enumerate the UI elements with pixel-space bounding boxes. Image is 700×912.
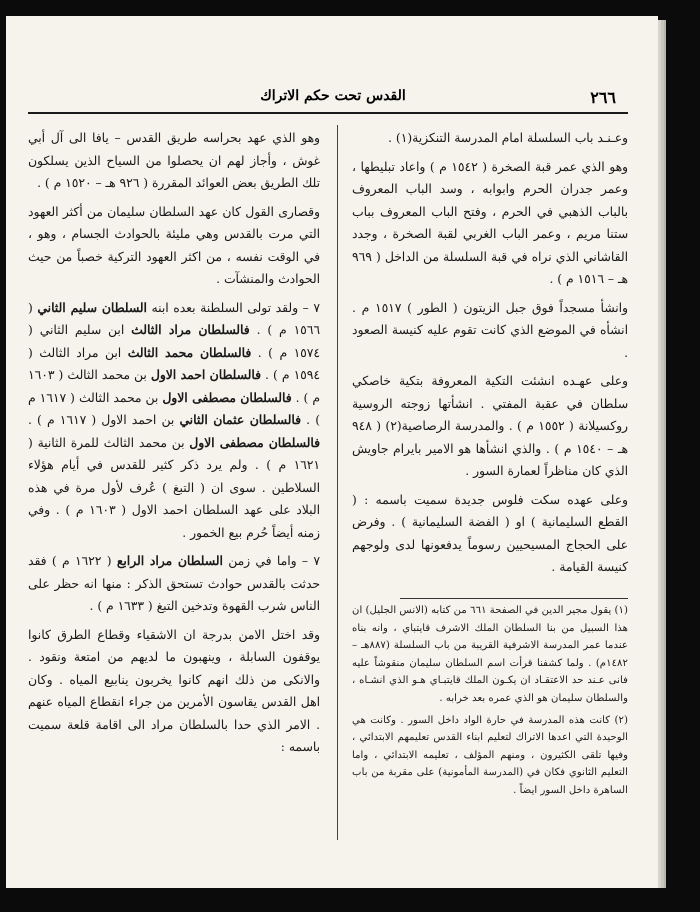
text-run: بن احمد الاول ( ١٦١٧ م ) . [28,413,180,427]
text-run: ( ١٥٦٦ م ) . [28,300,320,337]
paragraph: وقد اختل الامن بدرجة ان الاشقياء وقطاع الطرق كانوا يوقفون السابلة ، وينهبون ما لديهم من امتعة ونقود . والانكى من ذلك انهم كانوا يخربون ينابيع المياه . وكان اهل القدس يقاسون الأمرين من جراء انقطاع المياه عنهم . الامر الذي حدا بالسلطان مراد الى اقامة قلعة سميت باسمه : [28,627,320,754]
text-run: ( ١٦٢٢ م ) فقد حدثت بالقدس حوادث تستحق الذكر : منها انه حظر على الناس شرب القهوة وتدخين التبغ ( ١٦٣٣ م ) . [28,554,320,613]
text-run: ابن سليم الثاني ( ١٥٧٤ م ) . [28,323,320,360]
sultan-name: فالسلطان مصطفى الاول [189,434,320,450]
sultan-name: فالسلطان مصطفى الاول [162,389,292,405]
page-header [28,84,628,108]
paragraph: وعلى عهده سكت فلوس جديدة سميت باسمه : ( القطع السليمانية ) او ( الفضة السليمانية ) . وفرض على الحجاج المسيحيين رسوماً يدفعونها لدى ولوجهم كنيسة القيامة . [352,492,628,574]
sultan-name: فالسلطان مراد الثالث [131,322,250,337]
paragraph: وعـنـد باب السلسلة امام المدرسة التنكزية(١) . [388,131,628,145]
text-run: بن محمد الثالث ( ١٦٠٣ م ) . [28,368,321,405]
left-column [28,127,320,765]
paragraph: وقصارى القول كان عهد السلطان سليمان من أكثر العهود التي مرت بالقدس وهي مليئة بالحوادث الجسام ، وهو ، في الوقت نفسه ، من اكثر العهود التركية خصباً من حيث الحوادث والمنشآت . [28,204,320,286]
column-rule [337,125,338,840]
right-column [352,127,628,585]
paragraph-sultans [28,297,320,545]
footnote: (٢) كانت هذه المدرسة في حارة الواد داخل السور . وكانت هي الوحيدة التي اعدها الاتراك لتعليم ابناء القدس تعليمهم الابتدائي ، وفيها تلقى الكثيرون ، ومنهم المؤلف ، تعليمه الابتدائي ، واما التعليم الثانوي فكان في (المدرسة المأمونية) على مقربة من باب الساهرة داخل السور ايضاً . [352,714,628,796]
footnote: (١) يقول مجير الدين في الصفحة ٦٦١ من كتابه (الانس الجليل) ان هذا السبيل من بنا السلطان الملك الاشرف قايتباي ، وانه بناه عندما عمر المدرسة الاشرفية القريبة من باب السلسلة (٨٨٧هـ – ١٤٨٢م) . ولما كشفنا قرأت اسم السلطان سليمان منقوشاً عليه فانى عـند حد الاعتقـاد ان يكـون الملك قايتبـاي هـو الذي انشـاه ، والسلطان سليمان هو الذي عمره بعد خرابه . [351,605,628,704]
page-number: ٢٦٦ [590,88,616,107]
page-edge [664,20,666,888]
header-rule [28,112,628,114]
sultan-name: السلطان مراد الرابع [116,553,223,568]
running-title: القدس تحت حكم الاتراك [260,88,406,104]
sultan-name: فالسلطان عثمان الثاني [179,412,301,427]
paragraph-murad [28,550,320,618]
sultan-name: السلطان سليم الثاني [37,299,147,315]
paragraph: وعلى عهـده انشئت التكية المعروفة بتكية خاصكي سلطان في عقبة المفتي . انشأتها زوجته الروسية روكسيلانة ( ١٥٥٢ م ) . والمدرسة الرصاصية(٢) ( ٩٤٨ هـ – ١٥٤٠ م ) . والذي انشأها هو الامير بايرام جاويش الذي كان مناظراً لعمارة السور . [352,374,628,478]
paragraph: وهو الذي عهد بحراسه طريق القدس – يافا الى آل أبي غوش ، وأجاز لهم ان يحصلوا من السياح الذين يسلكون تلك الطريق بعض العوائد المقررة ( ٩٢٦ هـ – ١٥٢٠ م ) . [28,131,320,190]
text-run: بن محمد الثالث للمرة الثانية ( ١٦٢١ م ) . ولم يرد ذكر كثير للقدس في أيام هؤلاء السلاطين . سوى ان ( التبغ ) عُرف لأول مرة في هذه البلاد على عهد السلطان احمد الاول ( ١٦٠٣ م ) . وفي زمنه أيضاً حُرم بيع الخمور . [28,435,320,540]
sultan-name: فالسلطان احمد الاول [150,367,261,382]
sultan-name: فالسلطان محمد الثالث [127,344,252,360]
paragraph: وانشأ مسجداً فوق جبل الزيتون ( الطور ) ١٥١٧ م . انشأه في الموضع الذي كانت تقوم عليه كنيسة الصعود . [352,300,628,360]
text-run: ابن مراد الثالث ( ١٥٩٤ م ) . [28,345,320,382]
text-run: بن محمد الثالث ( ١٦١٧ م ) . [28,390,321,427]
text-run: ٧ – ولقد تولى السلطنة بعده ابنه [146,300,320,315]
footnote-rule [400,598,628,599]
text-run: ٧ – واما في زمن [222,554,320,568]
paragraph: وهو الذي عمر قبة الصخرة ( ١٥٤٢ م ) واعاد تبليطها ، وعمر جدران الحرم وابوابه ، وسد الباب المعروف بالباب الذهبي في الحرم ، وفتح الباب المعروف بباب ستنا مريم ، وعمر الباب الغربي لقبة الصخرة ، وجدد القاشاني الذي نراه في قبة السلسلة من الداخل ( ٩٦٩ هـ – ١٥١٦ م ) . [352,159,628,286]
footnotes [352,602,628,804]
